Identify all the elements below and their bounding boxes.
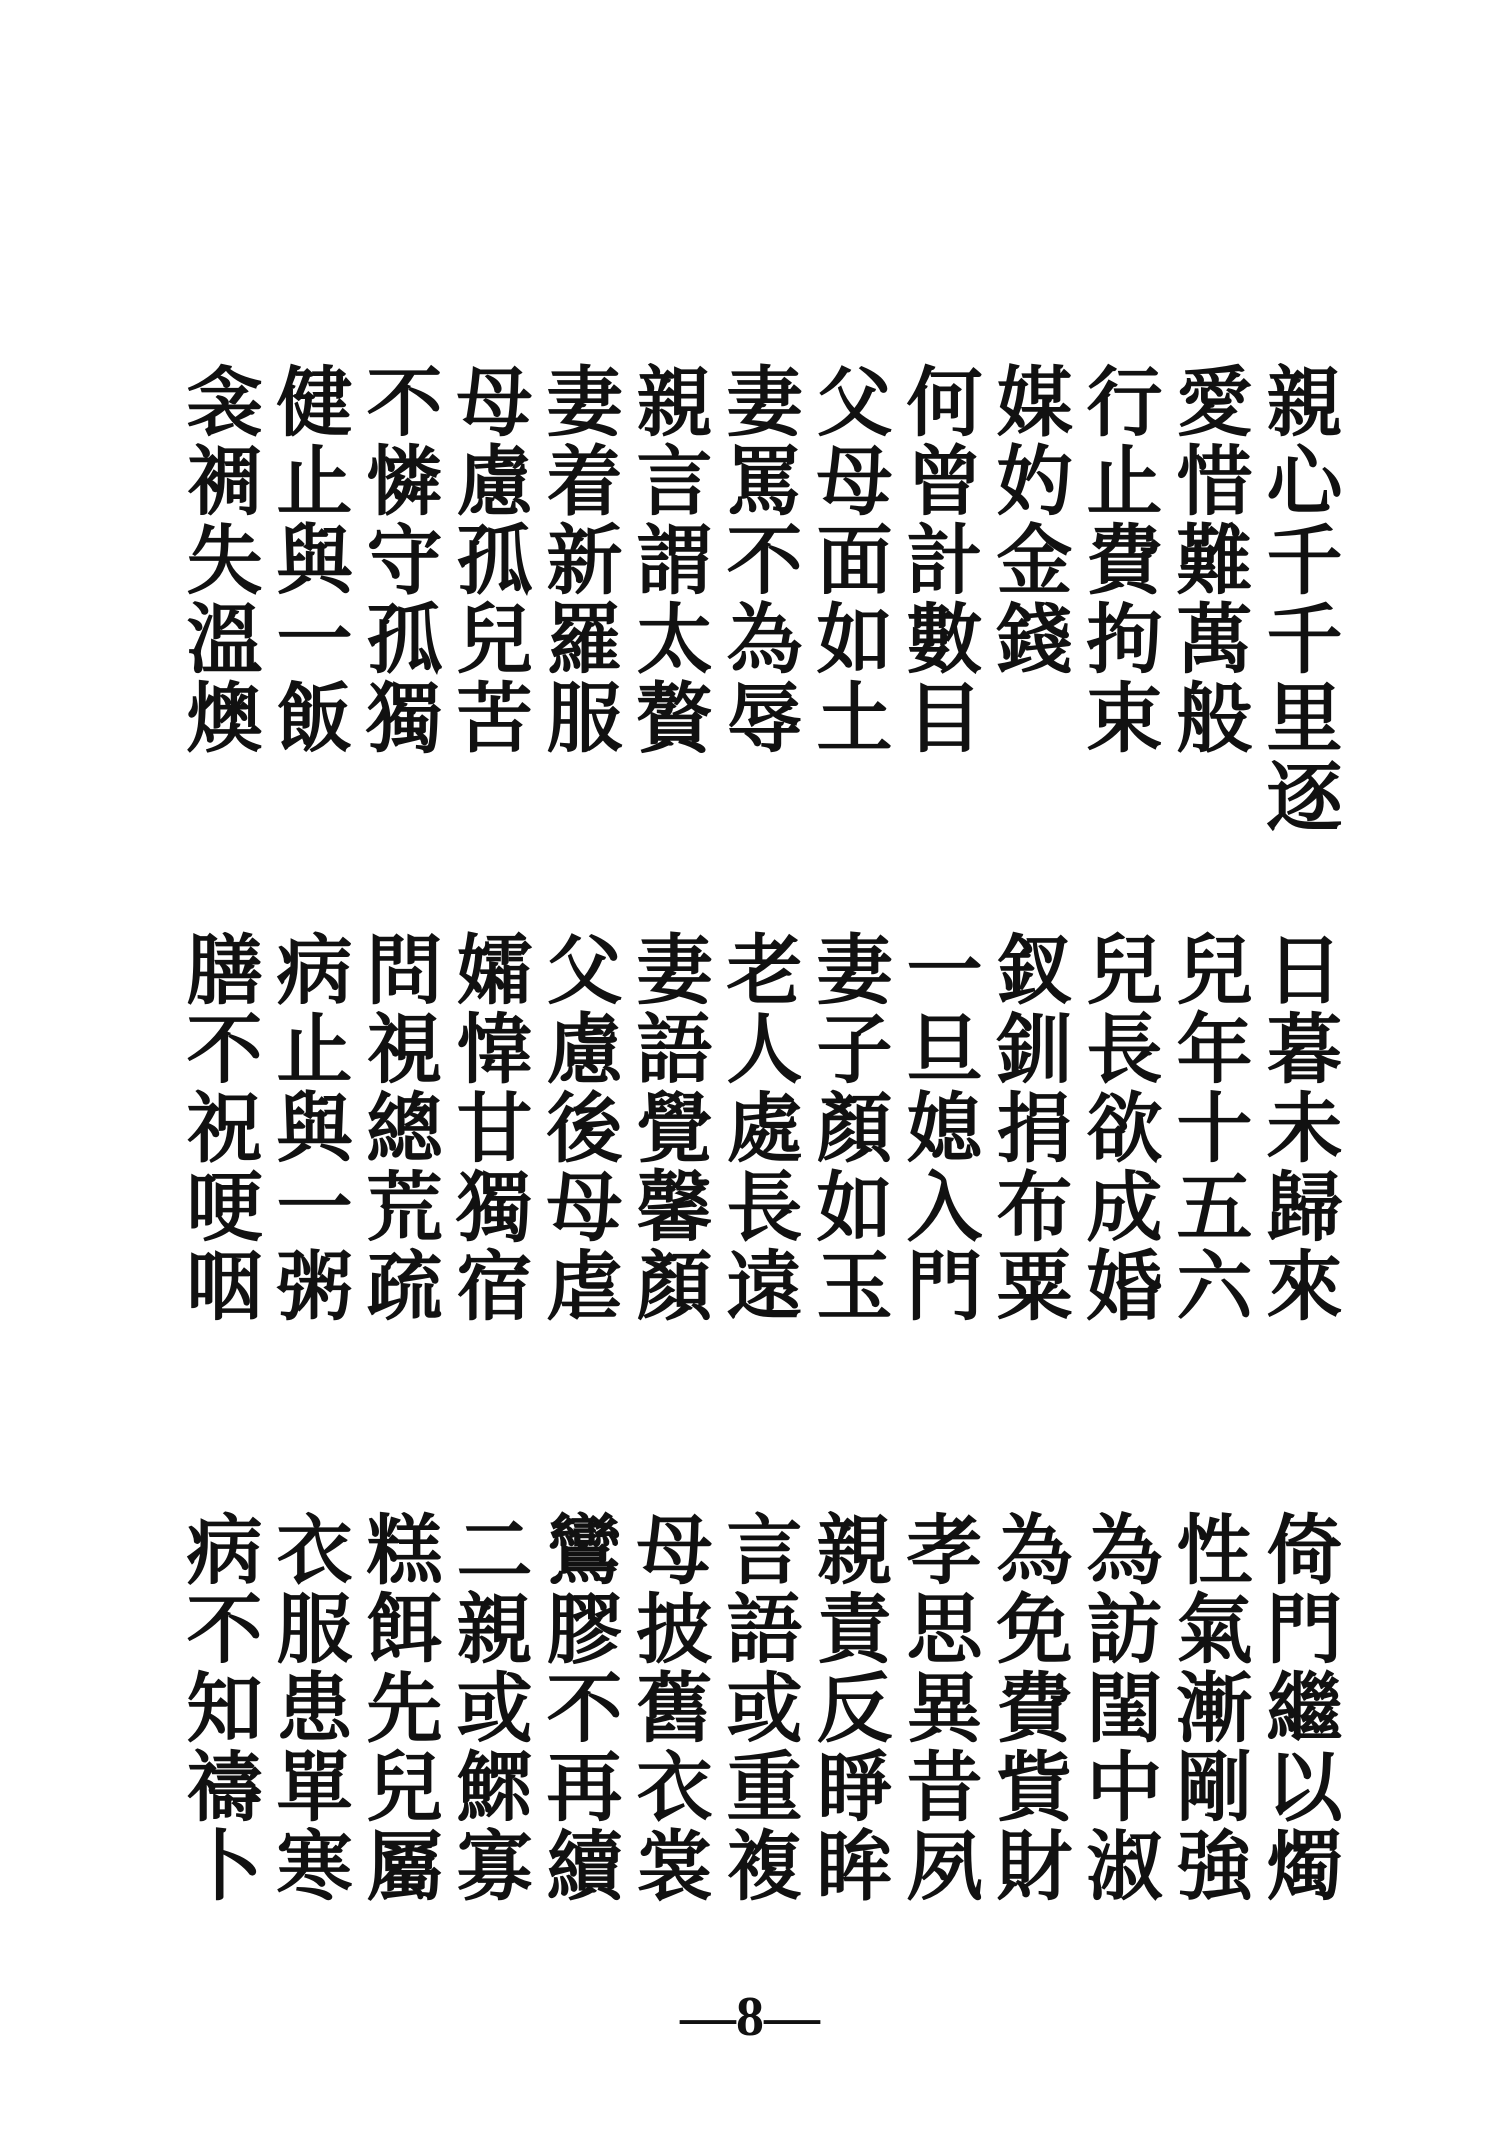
text-column: 何曾計數目	[894, 362, 983, 757]
text-column: 老人處長遠	[714, 930, 803, 1325]
text-column: 不憐守孤獨	[354, 362, 443, 757]
text-column: 衾裯失溫燠	[174, 362, 263, 757]
text-column: 為訪閨中淑	[1074, 1510, 1163, 1905]
text-column: 孝思異昔夙	[894, 1510, 983, 1905]
text-column: 膳不祝哽咽	[174, 930, 263, 1325]
text-column: 行止費拘束	[1074, 362, 1163, 757]
text-column: 媒妁金錢	[984, 362, 1073, 678]
text-column: 妻着新羅服	[534, 362, 623, 757]
text-column: 日暮未歸來	[1254, 930, 1343, 1325]
text-column: 衣服患單寒	[264, 1510, 353, 1905]
text-column: 病不知禱卜	[174, 1510, 263, 1905]
text-column: 問視總荒疏	[354, 930, 443, 1325]
text-column: 妻子顏如玉	[804, 930, 893, 1325]
text-column: 愛惜難萬般	[1164, 362, 1253, 757]
text-column: 父慮後母虐	[534, 930, 623, 1325]
text-column: 一旦媳入門	[894, 930, 983, 1325]
text-column: 兒長欲成婚	[1074, 930, 1163, 1325]
text-column: 性氣漸剛強	[1164, 1510, 1253, 1905]
text-column: 為免費貲財	[984, 1510, 1073, 1905]
text-column: 健止與一飯	[264, 362, 353, 757]
text-column: 親心千千里逐	[1254, 362, 1343, 836]
text-column: 妻罵不為辱	[714, 362, 803, 757]
page-number: —8—	[680, 1986, 820, 2048]
text-column: 倚門繼以燭	[1254, 1510, 1343, 1905]
text-column: 釵釧捐布粟	[984, 930, 1073, 1325]
text-column: 言語或重複	[714, 1510, 803, 1905]
text-column: 母披舊衣裳	[624, 1510, 713, 1905]
text-column: 親言謂太贅	[624, 362, 713, 757]
text-column: 父母面如土	[804, 362, 893, 757]
text-column: 病止與一粥	[264, 930, 353, 1325]
text-column: 二親或鰥寡	[444, 1510, 533, 1905]
text-column: 糕餌先兒屬	[354, 1510, 443, 1905]
text-column: 母慮孤兒苦	[444, 362, 533, 757]
text-column: 親責反睜眸	[804, 1510, 893, 1905]
text-column: 妻語覺馨顏	[624, 930, 713, 1325]
text-column: 孀愇甘獨宿	[444, 930, 533, 1325]
text-column: 兒年十五六	[1164, 930, 1253, 1325]
text-column: 鸞膠不再續	[534, 1510, 623, 1905]
